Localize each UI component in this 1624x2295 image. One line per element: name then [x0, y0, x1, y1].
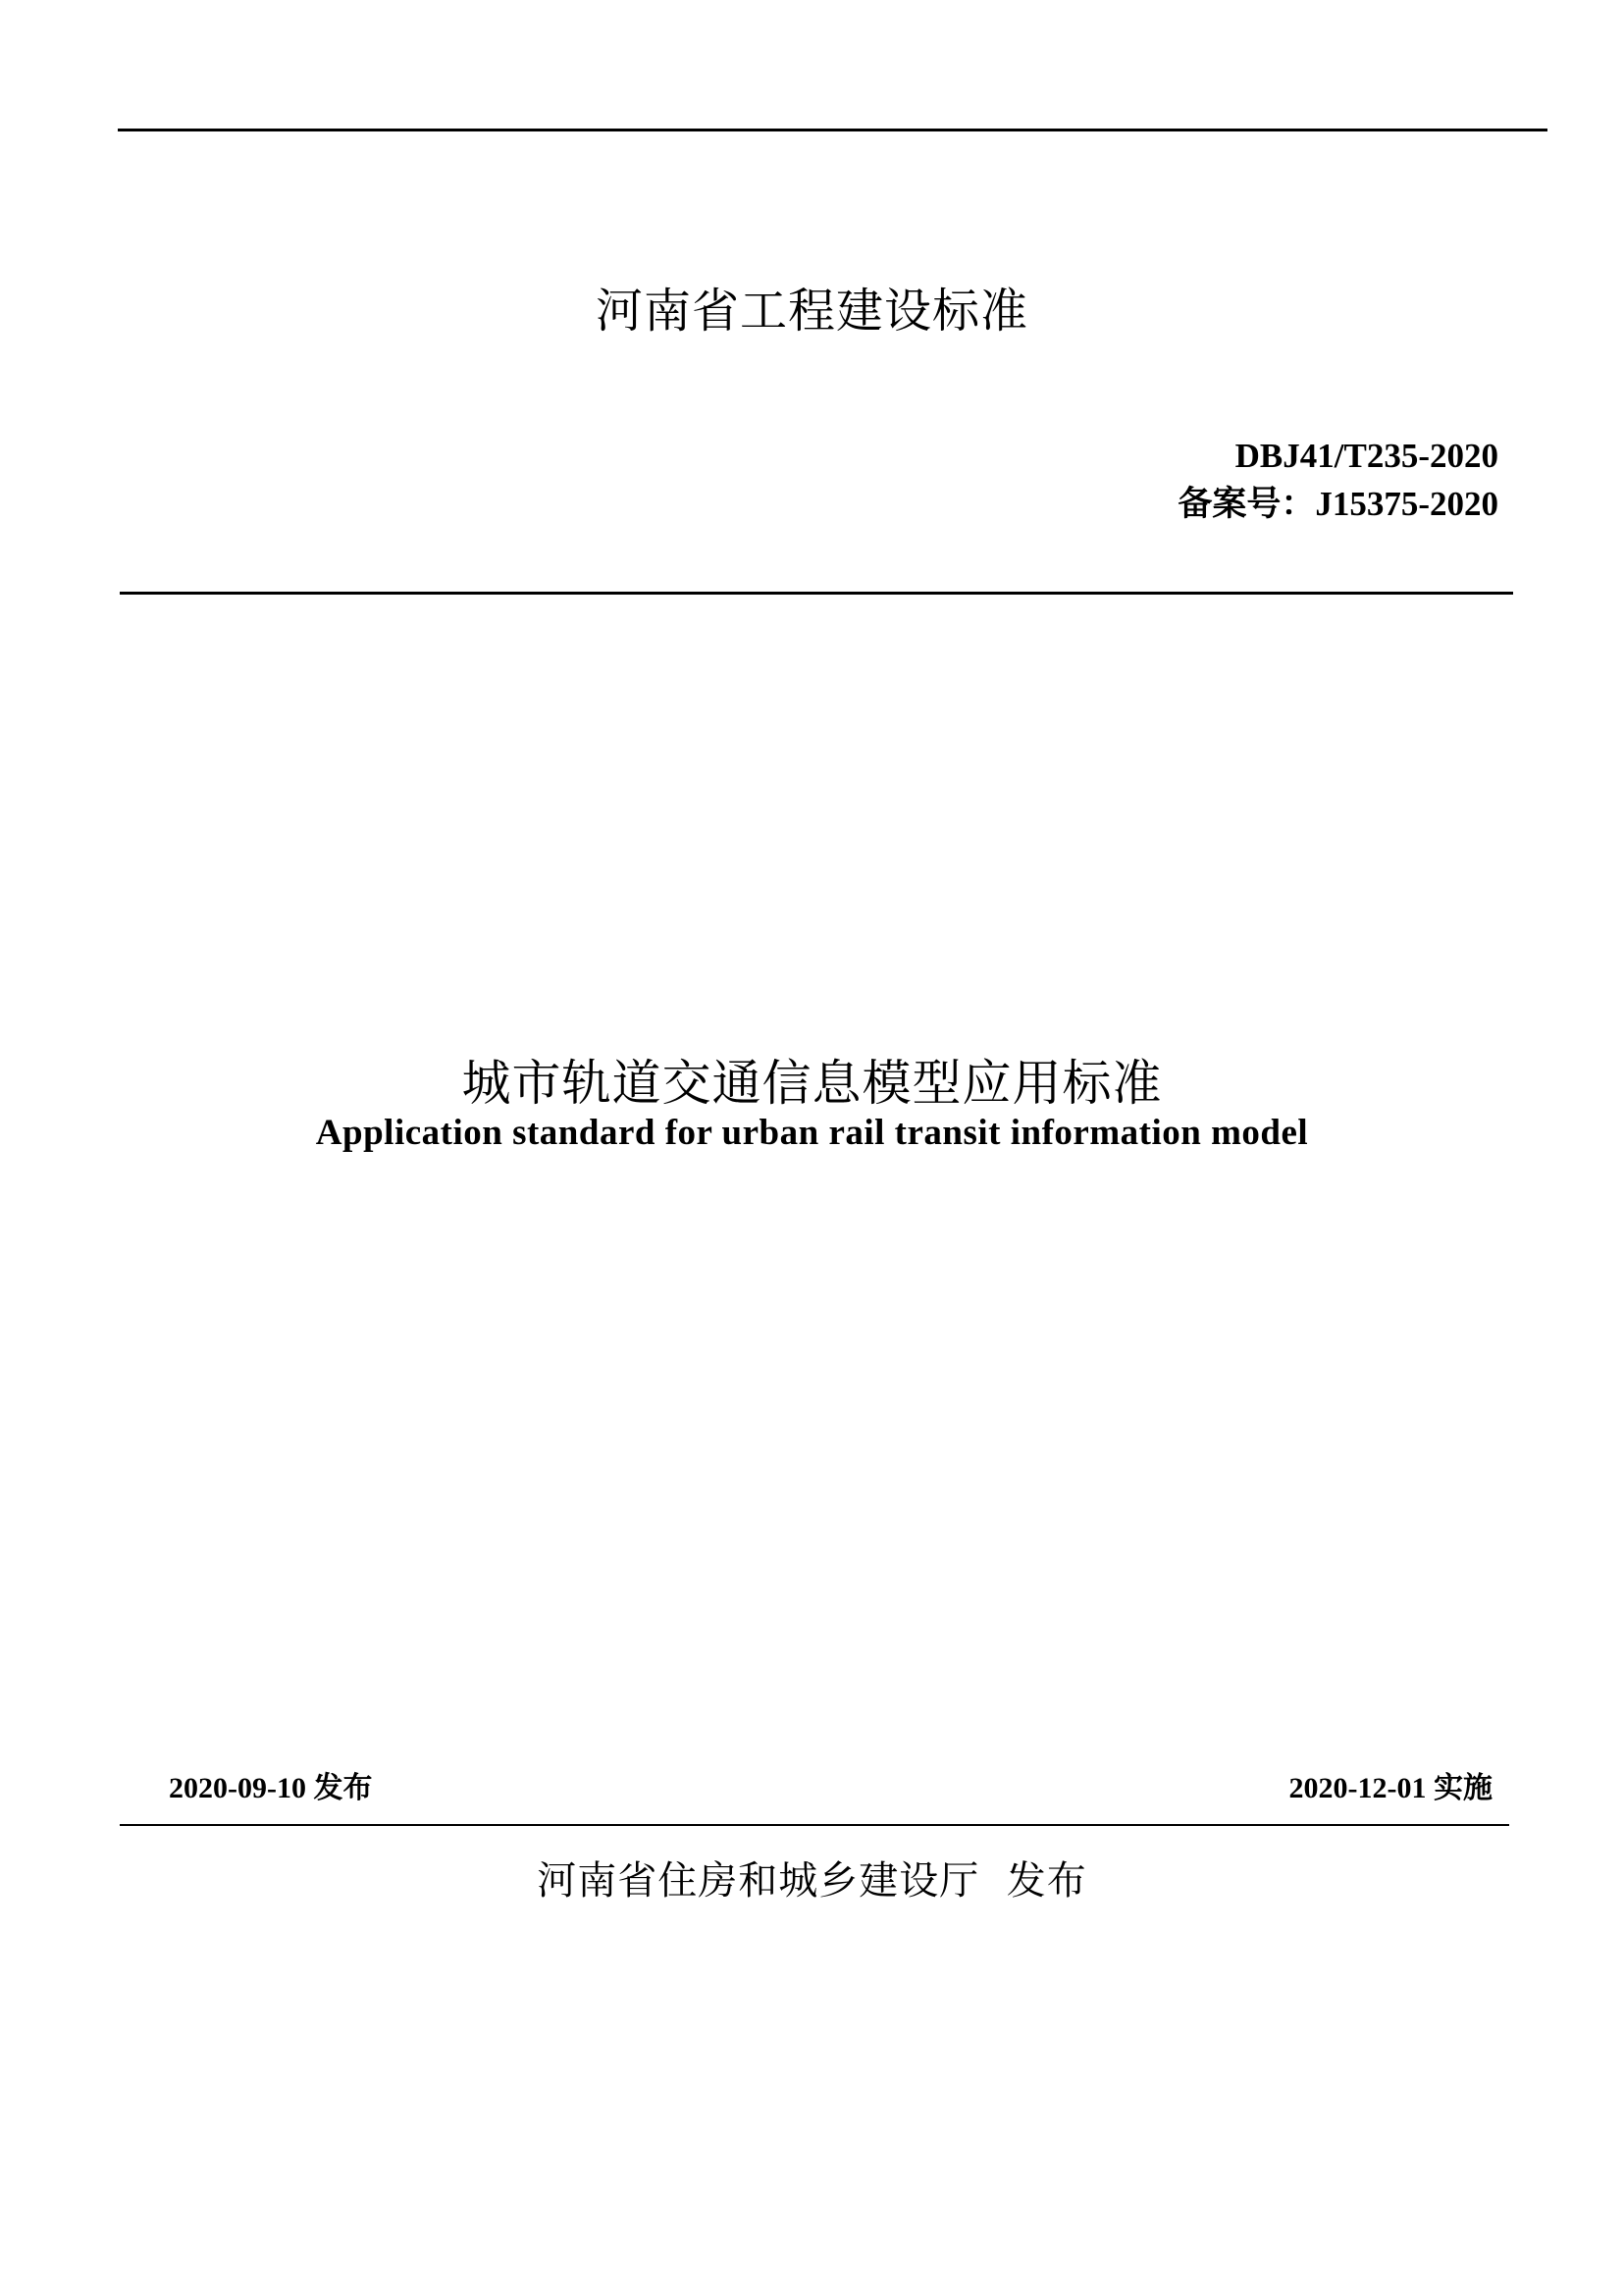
publisher: 河南省住房和城乡建设厅 发布 [537, 1858, 1087, 1904]
top-rule [118, 129, 1547, 131]
standard-number: DBJ41/T235-2020 [1234, 437, 1498, 475]
standard-category-title: 河南省工程建设标准 [595, 284, 1028, 339]
middle-rule [120, 592, 1513, 595]
implementation-date: 2020-12-01 实施 [1288, 1772, 1493, 1804]
document-title-english: Application standard for urban rail transit information model [315, 1113, 1309, 1153]
bottom-rule [120, 1824, 1509, 1826]
record-number: 备案号：J15375-2020 [1178, 485, 1498, 523]
document-title-chinese: 城市轨道交通信息模型应用标准 [461, 1055, 1163, 1112]
issue-date: 2020-09-10 发布 [169, 1772, 373, 1804]
